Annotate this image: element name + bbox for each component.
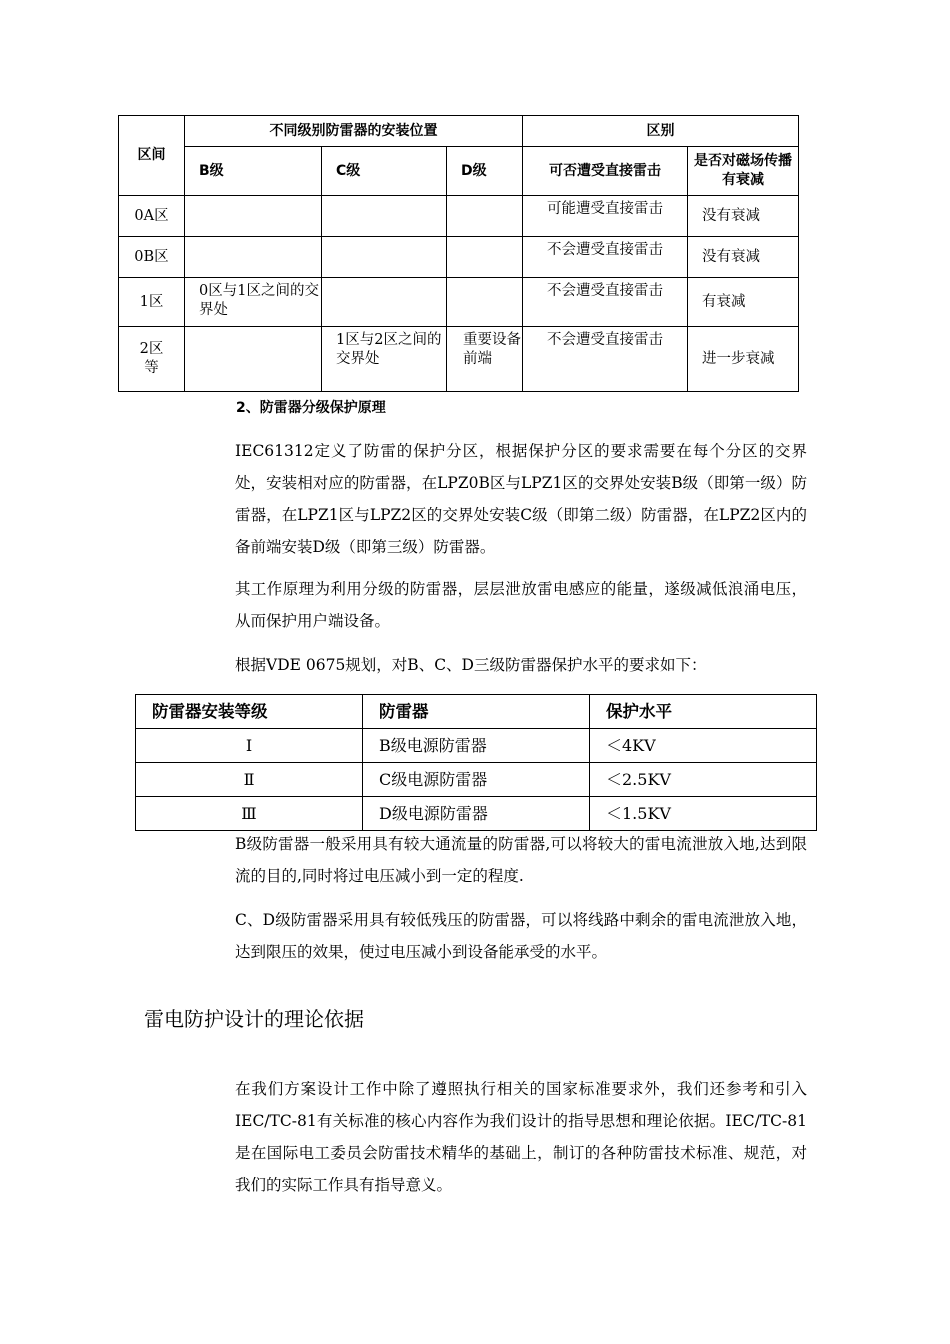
table-row (119, 237, 799, 278)
level-cell: Ⅲ (136, 797, 363, 831)
table-row (136, 763, 817, 797)
b-cell (185, 237, 322, 278)
direct-cell: 可能遭受直接雷击 (523, 196, 688, 237)
header-d-level: D级 (447, 147, 523, 196)
header-difference: 区别 (523, 116, 799, 147)
paragraph-iec61312: IEC61312定义了防雷的保护分区，根据保护分区的要求需要在每个分区的交界处，安装相对应的防雷器，在LPZ0B区与LPZ1区的交界处安装B级（即第一级）防雷器，在LPZ1区与LPZ2区的交界处安装C级（即第二级）防雷器，在LPZ2区内的备前端安装D级（即第三级）防雷器。 (235, 442, 807, 556)
paragraph-b-level: B级防雷器一般采用具有较大通流量的防雷器,可以将较大的雷电流泄放入地,达到限流的目的,同时将过电压减小到一定的程度. (235, 835, 807, 885)
header-protection: 保护水平 (590, 695, 817, 729)
header-c-level: C级 (322, 147, 447, 196)
level-cell: Ⅱ (136, 763, 363, 797)
protect-cell: ＜4KV (590, 729, 817, 763)
c-cell (322, 237, 447, 278)
header-b-level: B级 (185, 147, 322, 196)
direct-cell: 不会遭受直接雷击 (523, 327, 688, 392)
b-cell (185, 196, 322, 237)
zone-cell: 0B区 (119, 237, 185, 278)
zone-cell: 1区 (119, 278, 185, 327)
level-cell: Ⅰ (136, 729, 363, 763)
header-zone: 区间 (119, 116, 185, 196)
c-cell: 1区与2区之间的交界处 (322, 327, 447, 392)
protect-cell: ＜2.5KV (590, 763, 817, 797)
paragraph-principle: 其工作原理为利用分级的防雷器，层层泄放雷电感应的能量，遂级减低浪涌电压，从而保护用户端设备。 (235, 580, 807, 630)
b-cell (185, 327, 322, 392)
header-install-position: 不同级别防雷器的安装位置 (185, 116, 523, 147)
section-title: 2、防雷器分级保护原理 (236, 400, 386, 416)
table-row (119, 327, 799, 392)
protection-level-table (135, 694, 817, 831)
atten-cell: 进一步衰减 (688, 327, 799, 392)
header-attenuation: 是否对磁场传播有衰减 (688, 147, 799, 196)
zone-cell: 2区等 (119, 327, 185, 392)
c-cell (322, 278, 447, 327)
atten-cell: 没有衰减 (688, 237, 799, 278)
d-cell (447, 196, 523, 237)
paragraph-cd-level: C、D级防雷器采用具有较低残压的防雷器，可以将线路中剩余的雷电流泄放入地，达到限压的效果，使过电压减小到设备能承受的水平。 (235, 911, 807, 961)
zone-cell: 0A区 (119, 196, 185, 237)
paragraph-iec-tc81: 在我们方案设计工作中除了遵照执行相关的国家标准要求外，我们还参考和引入IEC/TC-81有关标准的核心内容作为我们设计的指导思想和理论依据。IEC/TC-81是在国际电工委员会防雷技术精华的基础上，制订的各种防雷技术标准、规范，对我们的实际工作具有指导意义。 (235, 1080, 807, 1194)
table-row (119, 196, 799, 237)
paragraph-vde: 根据VDE 0675规划，对B、C、D三级防雷器保护水平的要求如下： (235, 656, 707, 674)
c-cell (322, 196, 447, 237)
d-cell (447, 237, 523, 278)
b-cell: 0区与1区之间的交界处 (185, 278, 322, 327)
header-device: 防雷器 (363, 695, 590, 729)
atten-cell: 有衰减 (688, 278, 799, 327)
table-row (136, 797, 817, 831)
atten-cell: 没有衰减 (688, 196, 799, 237)
direct-cell: 不会遭受直接雷击 (523, 237, 688, 278)
header-direct-strike: 可否遭受直接雷击 (523, 147, 688, 196)
protect-cell: ＜1.5KV (590, 797, 817, 831)
d-cell (447, 278, 523, 327)
d-cell: 重要设备前端 (447, 327, 523, 392)
device-cell: B级电源防雷器 (363, 729, 590, 763)
design-basis-heading: 雷电防护设计的理论依据 (144, 1007, 364, 1031)
device-cell: C级电源防雷器 (363, 763, 590, 797)
header-level: 防雷器安装等级 (136, 695, 363, 729)
table-row (119, 278, 799, 327)
direct-cell: 不会遭受直接雷击 (523, 278, 688, 327)
zone-installation-table (118, 115, 799, 392)
device-cell: D级电源防雷器 (363, 797, 590, 831)
table-row (136, 729, 817, 763)
